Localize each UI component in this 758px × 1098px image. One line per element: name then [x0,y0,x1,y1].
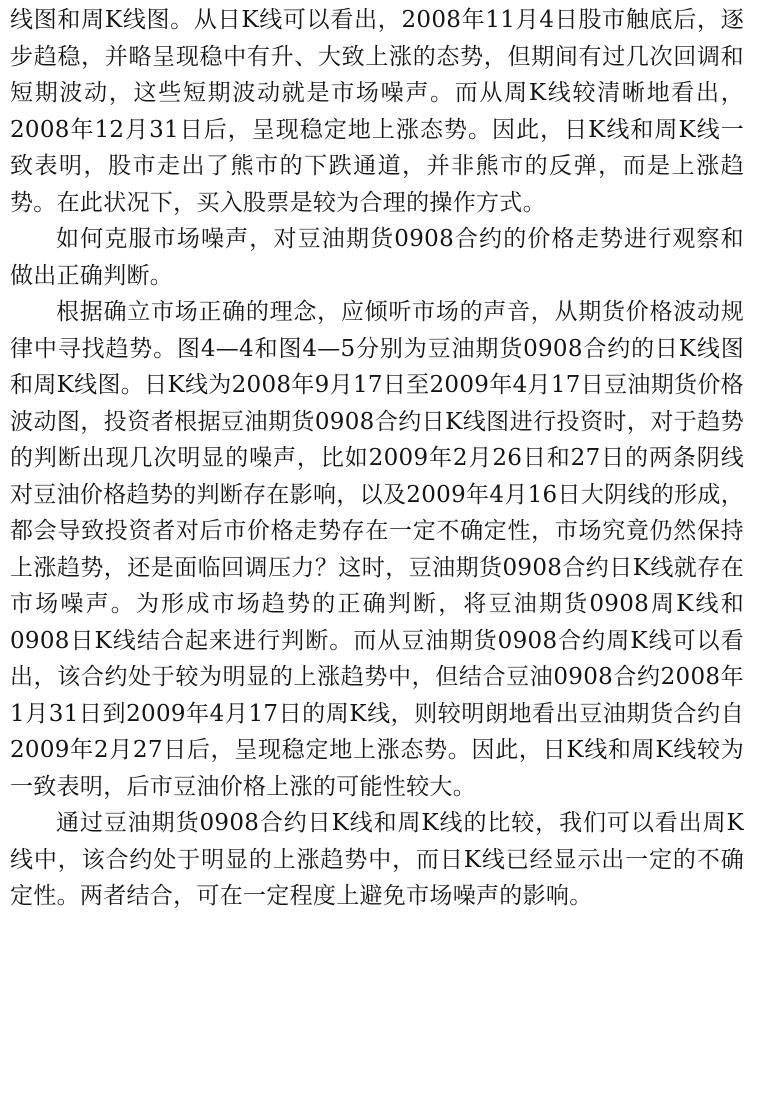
paragraph-question: 如何克服市场噪声，对豆油期货0908合约的价格走势进行观察和做出正确判断。 [10,226,744,289]
paragraph-analysis: 根据确立市场正确的理念，应倾听市场的声音，从期货价格波动规律中寻找趋势。图4—4和图4—5分别为豆油期货0908合约的日K线图和周K线图。日K线为2008年9月17日至2009年4月17日豆油期货价格波动图，投资者根据豆油期货0908合约日K线图进行投资时，对于趋势的判断出现几次明显的噪声，比如2009年2月26日和27日的两条阴线对豆油价格趋势的判断存在影响，以及2009年4月16日大阴线的形成，都会导致投资者对后市价格走势存在一定不确定性，市场究竟仍然保持上涨趋势，还是面临回调压力？这时，豆油期货0908合约日K线就存在市场噪声。为形成市场趋势的正确判断，将豆油期货0908周K线和0908日K线结合起来进行判断。而从豆油期货0908合约周K线可以看出，该合约处于较为明显的上涨趋势中，但结合豆油0908合约2008年1月31日到2009年4月17日的周K线，则较明朗地看出豆油期货合约自2009年2月27日后，呈现稳定地上涨态势。因此，日K线和周K线较为一致表明，后市豆油价格上涨的可能性较大。 [10,299,744,800]
paragraph-continued: 线图和周K线图。从日K线可以看出，2008年11月4日股市触底后，逐步趋稳，并略呈现稳中有升、大致上涨的态势，但期间有过几次回调和短期波动，这些短期波动就是市场噪声。而从周K线较清晰地看出，2008年12月31日后，呈现稳定地上涨态势。因此，日K线和周K线一致表明，股市走出了熊市的下跌通道，并非熊市的反弹，而是上涨趋势。在此状况下，买入股票是较为合理的操作方式。 [10,7,744,216]
paragraph-conclusion: 通过豆油期货0908合约日K线和周K线的比较，我们可以看出周K线中，该合约处于明显的上涨趋势中，而日K线已经显示出一定的不确定性。两者结合，可在一定程度上避免市场噪声的影响。 [10,810,744,909]
